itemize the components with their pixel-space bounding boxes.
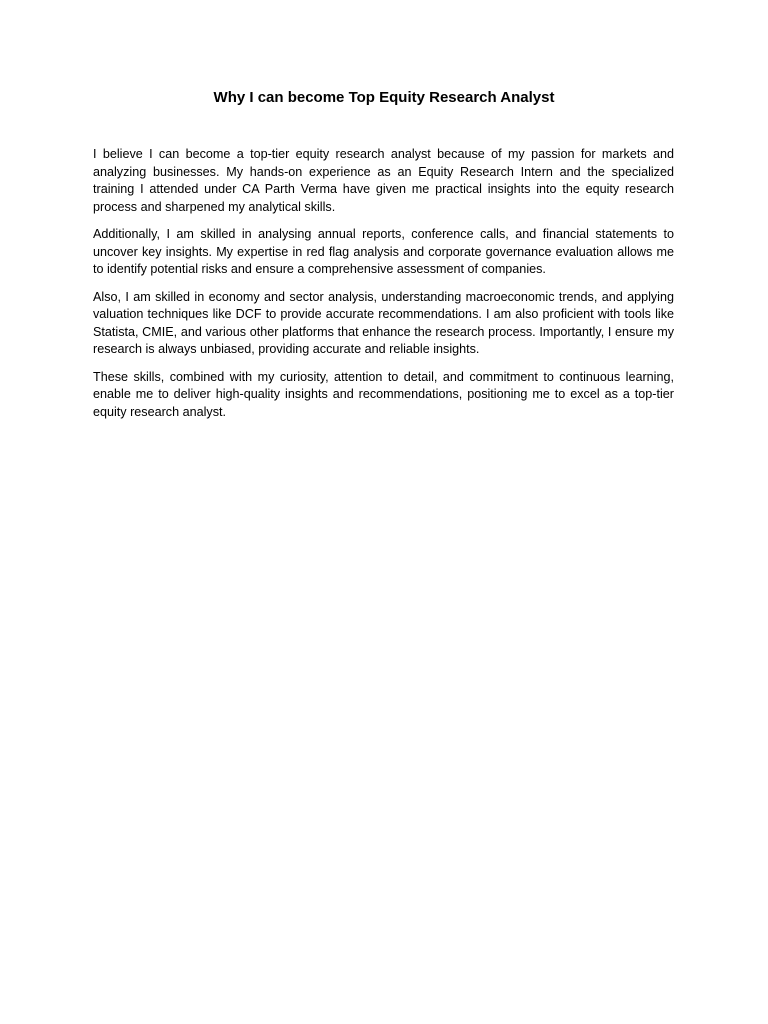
paragraph-3: Also, I am skilled in economy and sector analysis, understanding macroeconomic trends, and applying valuation techniques like DCF to provide accurate recommendations. I am also proficient with tools like Statista, CMIE, and various other platforms that enhance the research process. Importantly, I ensure my research is always unbiased, providing accurate and reliable insights. xyxy=(93,289,674,356)
document-body xyxy=(93,146,674,431)
paragraph-2: Additionally, I am skilled in analysing annual reports, conference calls, and financial statements to uncover key insights. My expertise in red flag analysis and corporate governance evaluation allows me to identify potential risks and ensure a comprehensive assessment of companies. xyxy=(93,227,674,276)
document-title: Why I can become Top Equity Research Analyst xyxy=(213,89,555,106)
paragraph-1: I believe I can become a top-tier equity research analyst because of my passion for markets and analyzing businesses. My hands-on experience as an Equity Research Intern and the specialized training I attended under CA Parth Verma have given me practical insights into the equity research process and sharpened my analytical skills. xyxy=(93,147,674,214)
paragraph-4: These skills, combined with my curiosity, attention to detail, and commitment to continuous learning, enable me to deliver high-quality insights and recommendations, positioning me to excel as a top-tier equity research analyst. xyxy=(93,369,674,419)
